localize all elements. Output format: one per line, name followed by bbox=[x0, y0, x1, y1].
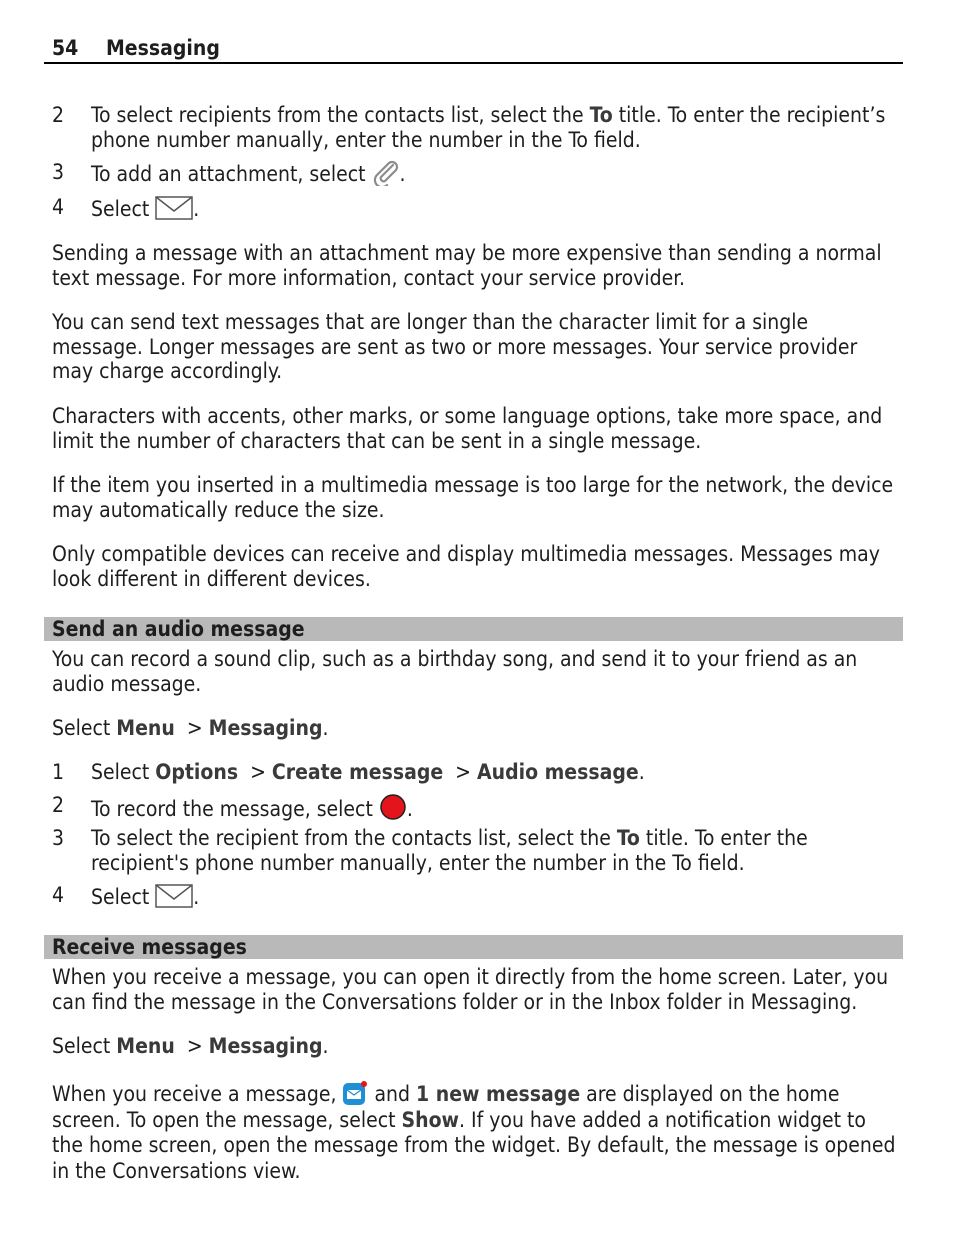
envelope-icon bbox=[155, 195, 193, 221]
steps-list-top bbox=[52, 103, 902, 230]
page-header bbox=[44, 34, 903, 64]
step-number: 3 bbox=[52, 160, 65, 184]
paperclip-icon bbox=[372, 160, 400, 186]
paragraph: Characters with accents, other marks, or some language options, take more space, and limit the number of characters that can be sent in a single message. bbox=[52, 404, 883, 453]
page-title: Messaging bbox=[106, 36, 220, 60]
menu-path: Select Menu > Messaging. bbox=[52, 1034, 329, 1058]
paragraph: You can record a sound clip, such as a birthday song, and send it to your friend as an audio message. bbox=[52, 647, 858, 696]
step-item: 4 Select . bbox=[52, 883, 200, 909]
step-item: 4 Select . bbox=[52, 195, 200, 221]
steps-list-audio bbox=[52, 760, 902, 916]
paragraph: You can send text messages that are longer than the character limit for a single message. Longer messages are sent as two or more messages. Your service provider may charge accordingly. bbox=[52, 310, 858, 383]
step-number: 2 bbox=[52, 103, 65, 127]
envelope-icon bbox=[155, 883, 193, 909]
paragraph: When you receive a message, and 1 new message are displayed on the home screen. To open the message, select Show. If you have added a notification widget to the home screen, open the message from the widget. By default, the message is opened in the Conversations view. bbox=[52, 1082, 896, 1183]
step-number: 4 bbox=[52, 195, 65, 219]
paragraph: If the item you inserted in a multimedia message is too large for the network, the device may automatically reduce the size. bbox=[52, 473, 894, 522]
step-item: 3 To add an attachment, select . bbox=[52, 160, 406, 186]
step-number: 4 bbox=[52, 883, 65, 907]
step-item: 2 To record the message, select . bbox=[52, 793, 413, 821]
section-heading-receive: Receive messages bbox=[44, 935, 903, 959]
step-number: 1 bbox=[52, 760, 65, 784]
message-notification-icon bbox=[342, 1080, 368, 1106]
step-item: 2 To select recipients from the contacts list, select the To title. To enter the recipient’s phone number manually, enter the number in the To field. bbox=[52, 103, 886, 152]
menu-path: Select Menu > Messaging. bbox=[52, 716, 329, 740]
paragraph: Only compatible devices can receive and display multimedia messages. Messages may look different in different devices. bbox=[52, 542, 880, 591]
paragraph: Sending a message with an attachment may be more expensive than sending a normal text message. For more information, contact your service provider. bbox=[52, 241, 882, 290]
record-icon bbox=[379, 793, 407, 821]
step-item: 3 To select the recipient from the contacts list, select the To title. To enter the recipient's phone number manually, enter the number in the To field. bbox=[52, 826, 808, 875]
paragraph: When you receive a message, you can open it directly from the home screen. Later, you can find the message in the Conversations folder or in the Inbox folder in Messaging. bbox=[52, 965, 889, 1014]
step-number: 2 bbox=[52, 793, 65, 817]
step-item: 1 Select Options > Create message > Audio message. bbox=[52, 760, 645, 784]
page-number: 54 bbox=[52, 36, 79, 60]
section-heading-audio: Send an audio message bbox=[44, 617, 903, 641]
step-number: 3 bbox=[52, 826, 65, 850]
